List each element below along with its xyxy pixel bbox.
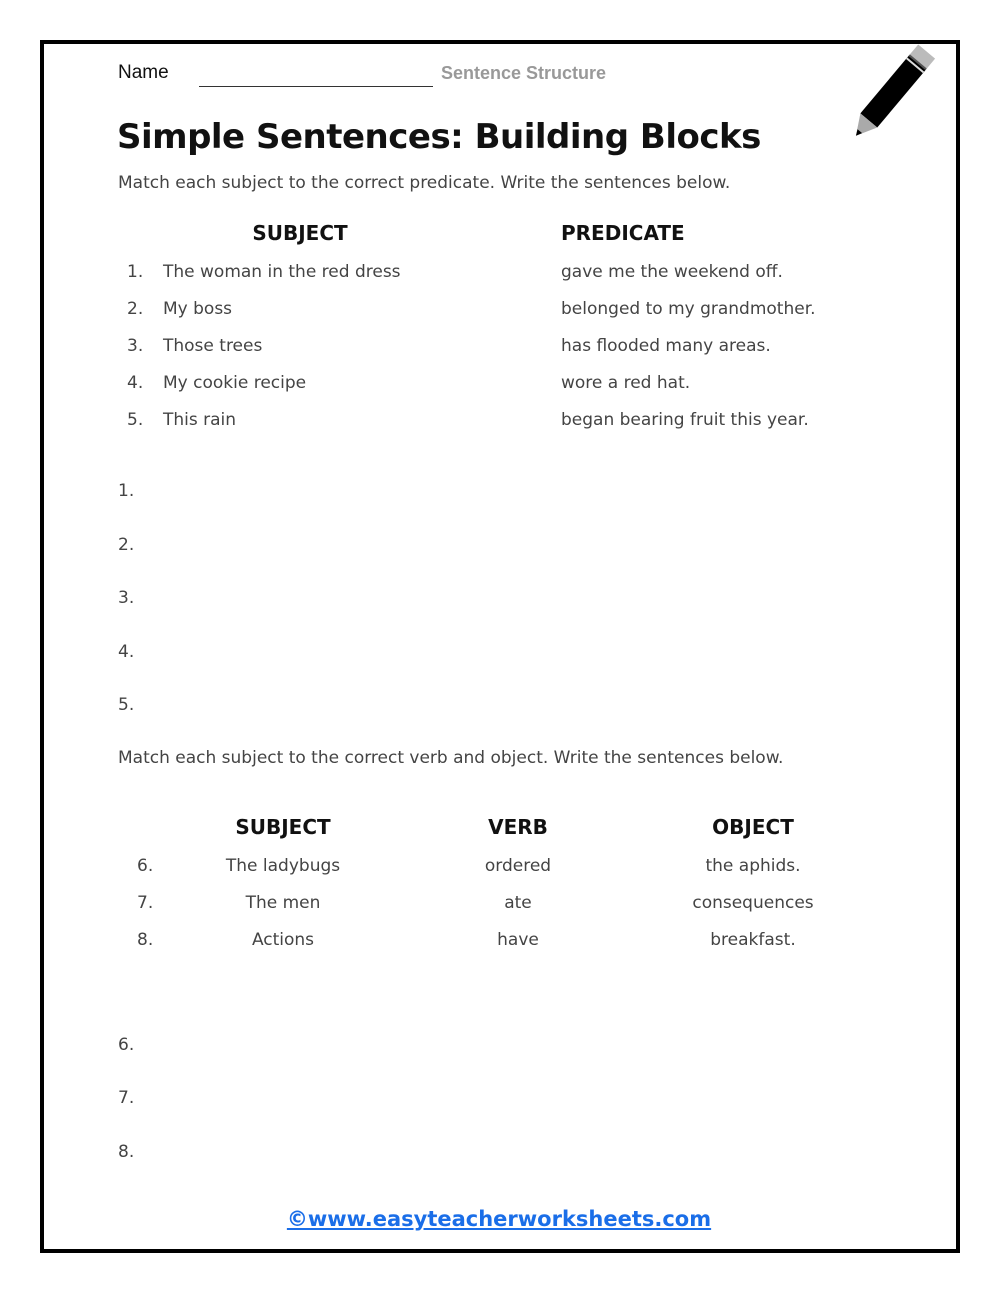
item-number: 5. (127, 410, 144, 430)
item-number: 4. (127, 373, 144, 393)
name-line[interactable] (199, 86, 433, 87)
predicate-text: wore a red hat. (561, 373, 691, 393)
predicate-header: PREDICATE (561, 221, 685, 245)
answer-line-5[interactable]: 5. (118, 695, 135, 715)
answer-line-8[interactable]: 8. (118, 1142, 135, 1162)
subject-text: Those trees (163, 336, 263, 356)
subject-text: This rain (163, 410, 237, 430)
pencil-icon (836, 36, 952, 148)
subject-text: The men (245, 893, 321, 913)
object-text: consequences (692, 893, 814, 913)
verb-text: have (497, 930, 539, 950)
page-title: Simple Sentences: Building Blocks (117, 117, 761, 157)
predicate-text: belonged to my grandmother. (561, 299, 816, 319)
subject-text: The woman in the red dress (163, 262, 401, 282)
answer-line-1[interactable]: 1. (118, 481, 135, 501)
subject-text: The ladybugs (225, 856, 341, 876)
part1-instructions: Match each subject to the correct predicate. Write the sentences below. (118, 173, 731, 193)
part2-instructions: Match each subject to the correct verb and object. Write the sentences below. (118, 748, 784, 768)
predicate-text: gave me the weekend off. (561, 262, 783, 282)
subject-text: My boss (163, 299, 233, 319)
subject-text: My cookie recipe (163, 373, 307, 393)
answer-line-7[interactable]: 7. (118, 1088, 135, 1108)
object-text: the aphids. (705, 856, 801, 876)
predicate-text: began bearing fruit this year. (561, 410, 809, 430)
answer-line-2[interactable]: 2. (118, 535, 135, 555)
verb-text: ordered (484, 856, 552, 876)
answer-line-6[interactable]: 6. (118, 1035, 135, 1055)
page-border (40, 40, 960, 1253)
item-number: 8. (137, 930, 154, 950)
name-label: Name (118, 62, 169, 83)
answer-line-3[interactable]: 3. (118, 588, 135, 608)
item-number: 7. (137, 893, 154, 913)
item-number: 6. (137, 856, 154, 876)
object-text: breakfast. (710, 930, 796, 950)
object-header: OBJECT (712, 815, 794, 839)
item-number: 1. (127, 262, 144, 282)
topic-label: Sentence Structure (441, 63, 607, 83)
subject-header-2: SUBJECT (235, 815, 331, 839)
predicate-text: has flooded many areas. (561, 336, 771, 356)
subject-text: Actions (251, 930, 315, 950)
item-number: 2. (127, 299, 144, 319)
item-number: 3. (127, 336, 144, 356)
verb-header: VERB (488, 815, 548, 839)
verb-text: ate (504, 893, 532, 913)
website-link[interactable]: ©www.easyteacherworksheets.com (286, 1207, 712, 1231)
subject-header: SUBJECT (252, 221, 348, 245)
answer-line-4[interactable]: 4. (118, 642, 135, 662)
